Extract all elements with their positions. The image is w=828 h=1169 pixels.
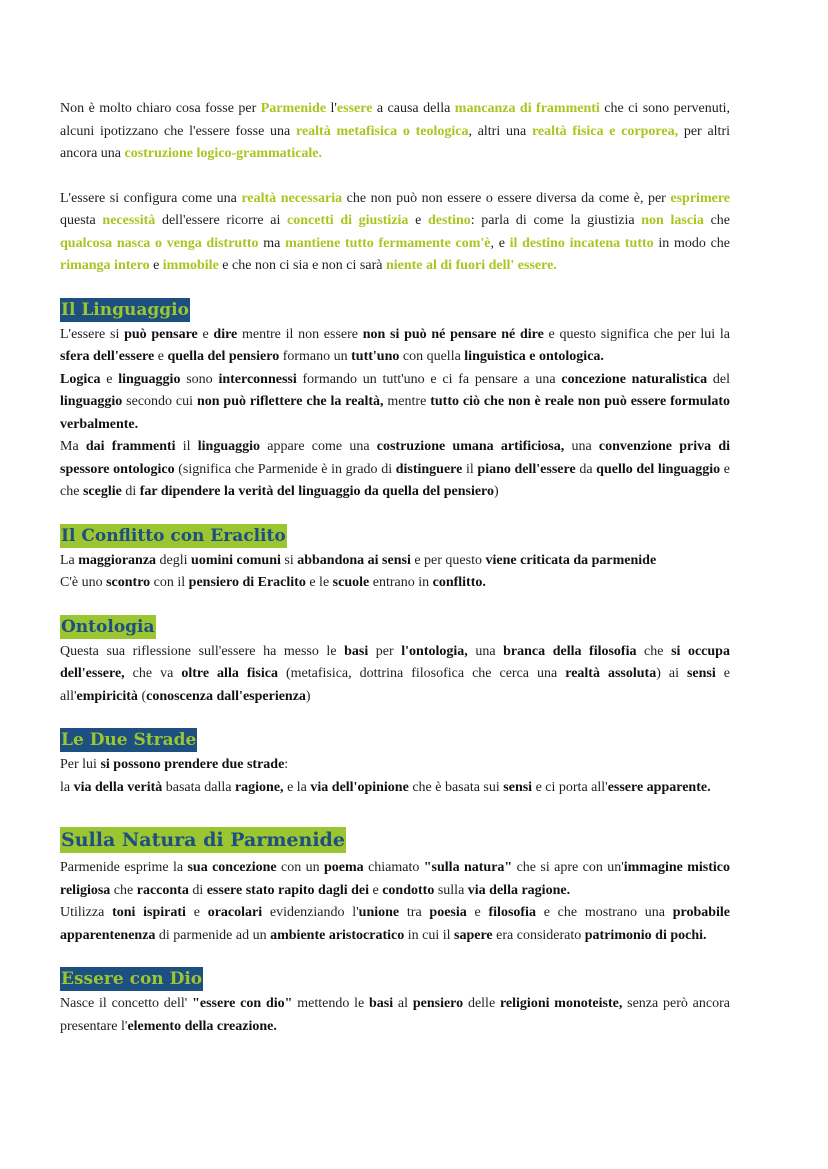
text: a causa della [372, 101, 455, 116]
natura-paragraph-1 [60, 857, 730, 902]
text: ) ai [656, 666, 687, 681]
bold-text: dire [213, 326, 238, 342]
text: al [393, 996, 413, 1011]
bold-text: immagine mistico religiosa [60, 860, 730, 898]
text: Parmenide esprime la [60, 860, 188, 875]
text: basata dalla [162, 779, 235, 795]
dio-paragraph [60, 993, 730, 1038]
text: mentre [383, 394, 431, 409]
text: , e [490, 235, 510, 251]
text: e che [60, 461, 730, 499]
bold-text: ambiente aristocratico [270, 927, 405, 943]
text: evidenziando l' [262, 905, 359, 920]
text: , altri una [468, 123, 532, 139]
strade-paragraph-2 [60, 777, 730, 800]
text: era considerato [492, 927, 585, 943]
text: e questo significa che per lui la [543, 326, 730, 342]
highlight: costruzione logico-grammaticale. [124, 146, 323, 161]
text: L'essere si configura come una [60, 190, 242, 206]
bold-text: scontro [106, 575, 151, 590]
text: e che mostrano una [535, 905, 673, 920]
text: questa [60, 213, 103, 228]
highlight: Parmenide [260, 101, 327, 116]
bold-text: pensiero [412, 996, 464, 1011]
highlight: immobile [162, 258, 219, 273]
text: il [175, 439, 198, 454]
text: e [466, 905, 489, 920]
text: da [575, 461, 597, 477]
text: di [121, 484, 140, 499]
highlight: non lascia [641, 213, 704, 228]
highlight: rimanga intero [60, 258, 150, 273]
necessity-paragraph [60, 188, 730, 278]
bold-text: linguaggio [118, 371, 181, 387]
text: ) [305, 688, 311, 704]
bold-text: tutt'uno [351, 349, 400, 364]
linguaggio-paragraph-3 [60, 436, 730, 504]
bold-text: viene criticata da parmenide [485, 552, 657, 568]
text: Nasce il concetto dell' [60, 996, 193, 1011]
bold-text: costruzione umana artificiosa, [376, 439, 565, 454]
section-ontologia [60, 615, 730, 639]
text: che ci sono pervenuti, alcuni ipotizzano che l'essere fosse una [60, 101, 730, 139]
linguaggio-paragraph-2 [60, 369, 730, 437]
text: mettendo le [292, 996, 370, 1011]
highlight: niente al di fuori dell' essere. [385, 258, 557, 273]
bold-text: linguistica e ontologica. [464, 349, 604, 364]
text: una [564, 439, 599, 454]
highlight: essere [336, 101, 373, 116]
bold-text: si possono prendere due strade [100, 757, 285, 772]
bold-text: "essere con dio" [192, 996, 293, 1011]
text: La [60, 552, 79, 568]
text: C'è uno [60, 575, 107, 590]
bold-text: via della ragione. [467, 882, 571, 898]
strade-paragraph-1 [60, 754, 730, 777]
text: mentre il non essere [237, 326, 363, 342]
text: formano un [279, 349, 352, 364]
bold-text: far dipendere la verità del linguaggio da quella del pensiero [139, 484, 495, 499]
text: per altri ancora una [60, 123, 730, 161]
text: e [154, 349, 168, 364]
highlight: realtà necessaria [241, 190, 343, 206]
bold-text: branca della filosofia [503, 643, 637, 659]
bold-text: elemento della creazione. [127, 1018, 277, 1034]
bold-text: realtà assoluta [565, 666, 657, 681]
document-page [60, 98, 730, 1038]
section-sulla-natura [60, 827, 730, 855]
natura-paragraph-2 [60, 902, 730, 947]
bold-text: toni ispirati [112, 905, 186, 920]
bold-text: maggioranza [78, 552, 157, 568]
bold-text: conflitto. [432, 575, 486, 590]
linguaggio-paragraph-1 [60, 324, 730, 369]
intro-paragraph [60, 98, 730, 166]
highlight: necessità [102, 213, 156, 228]
ontologia-paragraph [60, 641, 730, 709]
bold-text: via della verità [73, 779, 163, 795]
bold-text: quello del linguaggio [596, 461, 721, 477]
highlight: il destino incatena tutto [509, 235, 654, 251]
bold-text: oltre alla fisica [181, 666, 278, 681]
text: di parmenide ad un [155, 927, 271, 943]
bold-text: piano dell'essere [477, 461, 576, 477]
bold-text: Logica [60, 371, 101, 387]
bold-text: non si può né pensare né dire [362, 326, 544, 342]
text: Ma [60, 439, 86, 454]
text: per [368, 643, 402, 659]
bold-text: oracolari [207, 905, 263, 920]
text: (significa che Parmenide è in grado di [174, 461, 396, 477]
bold-text: sua concezione [187, 860, 277, 875]
bold-text: condotto [382, 882, 435, 898]
text: : [284, 757, 289, 772]
bold-text: convenzione priva di spessore ontologico [60, 439, 731, 477]
section-heading: Ontologia [61, 616, 155, 637]
text: del [707, 371, 731, 387]
bold-text: racconta [136, 882, 189, 898]
text: ( [137, 688, 147, 704]
text: sono [180, 371, 219, 387]
bold-text: "sulla natura" [423, 860, 513, 875]
text: con quella [399, 349, 465, 364]
section-essere-con-dio [60, 967, 730, 991]
text: il [462, 461, 478, 477]
highlight: realtà metafisica o teologica [295, 123, 469, 139]
text: sulla [434, 882, 468, 898]
text: Non è molto chiaro cosa fosse per [60, 101, 261, 116]
text: dell'essere ricorre ai [155, 213, 288, 228]
text: degli [156, 552, 192, 568]
text: con un [276, 860, 325, 875]
section-heading: Il Conflitto con Eraclito [61, 525, 286, 546]
section-due-strade [60, 728, 730, 752]
section-heading: Essere con Dio [61, 969, 203, 989]
text: che non può non essere o essere diversa da come è, per [342, 190, 671, 206]
text: chiamato [363, 860, 424, 875]
bold-text: conoscenza dall'esperienza [146, 688, 306, 704]
bold-text: patrimonio di pochi. [584, 927, 707, 943]
text: di [188, 882, 207, 898]
bold-text: religioni monoteiste, [499, 996, 623, 1011]
bold-text: uomini comuni [191, 552, 281, 568]
text: che è basata sui [408, 779, 504, 795]
highlight: qualcosa nasca o venga distrutto [60, 235, 259, 251]
bold-text: può pensare [124, 326, 198, 342]
bold-text: essere stato rapito dagli dei [206, 882, 369, 898]
bold-text: sensi [686, 666, 716, 681]
text: : parla di come la giustizia [470, 213, 642, 228]
bold-text: sceglie [82, 484, 122, 499]
bold-text: unione [358, 905, 400, 920]
bold-text: non può riflettere che la realtà, [196, 394, 384, 409]
bold-text: poesia [429, 905, 467, 920]
text: e ci porta all' [532, 779, 608, 795]
text: e [369, 882, 383, 898]
text: delle [463, 996, 500, 1011]
text: secondo cui [122, 394, 197, 409]
bold-text: probabile apparentenenza [60, 905, 731, 943]
text: una [467, 643, 504, 659]
text: e [185, 905, 208, 920]
text: la [60, 779, 74, 795]
bold-text: essere apparente. [607, 779, 711, 795]
text: e [408, 213, 428, 228]
text: e [100, 371, 119, 387]
highlight: realtà fisica e corporea, [531, 123, 679, 139]
bold-text: dai frammenti [85, 439, 176, 454]
bold-text: pensiero di Eraclito [188, 575, 306, 590]
highlight: destino [427, 213, 471, 228]
bold-text: sapere [454, 927, 493, 943]
bold-text: concezione naturalistica [561, 371, 708, 387]
section-heading: Il Linguaggio [61, 299, 189, 320]
text: con il [150, 575, 189, 590]
bold-text: distinguere [395, 461, 463, 477]
text: e [197, 326, 214, 342]
section-conflitto [60, 524, 730, 548]
text: e le [305, 575, 333, 590]
bold-text: linguaggio [197, 439, 261, 454]
bold-text: sensi [503, 779, 533, 795]
text: che [110, 882, 137, 898]
bold-text: interconnessi [218, 371, 297, 387]
bold-text: ragione, [234, 779, 284, 795]
text: si [280, 552, 298, 568]
text: formando un tutt'uno e ci fa pensare a una [296, 371, 562, 387]
conflitto-paragraph-2 [60, 572, 730, 595]
text: L'essere si [60, 326, 125, 342]
bold-text: l'ontologia, [401, 643, 468, 659]
text: e la [283, 779, 311, 795]
text: ma [258, 235, 286, 251]
highlight: concetti di giustizia [287, 213, 409, 228]
text: che va [124, 666, 182, 681]
bold-text: basi [369, 996, 394, 1011]
text: appare come una [260, 439, 377, 454]
section-heading: Sulla Natura di Parmenide [61, 829, 345, 851]
bold-text: via dell'opinione [310, 779, 409, 795]
text: e all' [60, 666, 730, 704]
text: e che non ci sia e non ci sarà [218, 258, 386, 273]
text: e [149, 258, 163, 273]
bold-text: tutto ciò che non è reale non può essere formulato verbalmente. [60, 394, 730, 432]
text: entrano in [369, 575, 433, 590]
bold-text: si occupa dell'essere, [60, 643, 730, 681]
highlight: mantiene tutto fermamente com'è [285, 235, 491, 251]
text: Per lui [60, 757, 101, 772]
bold-text: filosofia [488, 905, 536, 920]
text: Questa sua riflessione sull'essere ha messo le [60, 643, 345, 659]
text: che [636, 643, 672, 659]
text: che [703, 213, 731, 228]
text: che si apre con un' [512, 860, 624, 875]
bold-text: poema [324, 860, 364, 875]
bold-text: quella del pensiero [167, 349, 280, 364]
bold-text: sfera dell'essere [60, 349, 155, 364]
highlight: esprimere [670, 190, 730, 206]
section-heading: Le Due Strade [61, 730, 197, 750]
highlight: mancanza di frammenti [454, 101, 600, 116]
bold-text: abbandona ai sensi [297, 552, 411, 568]
text: ) [494, 484, 499, 499]
bold-text: empiricità [76, 688, 138, 704]
text: (metafisica, dottrina filosofica che cerca una [277, 666, 566, 681]
text: in modo che [653, 235, 731, 251]
conflitto-paragraph-1 [60, 550, 730, 573]
bold-text: scuole [332, 575, 370, 590]
bold-text: basi [344, 643, 369, 659]
section-linguaggio [60, 298, 730, 322]
text: tra [399, 905, 430, 920]
text: e per questo [410, 552, 486, 568]
bold-text: linguaggio [60, 394, 123, 409]
text: in cui il [404, 927, 455, 943]
text: senza però ancora presentare l' [60, 996, 730, 1034]
text: Utilizza [60, 905, 113, 920]
text: l' [326, 101, 337, 116]
